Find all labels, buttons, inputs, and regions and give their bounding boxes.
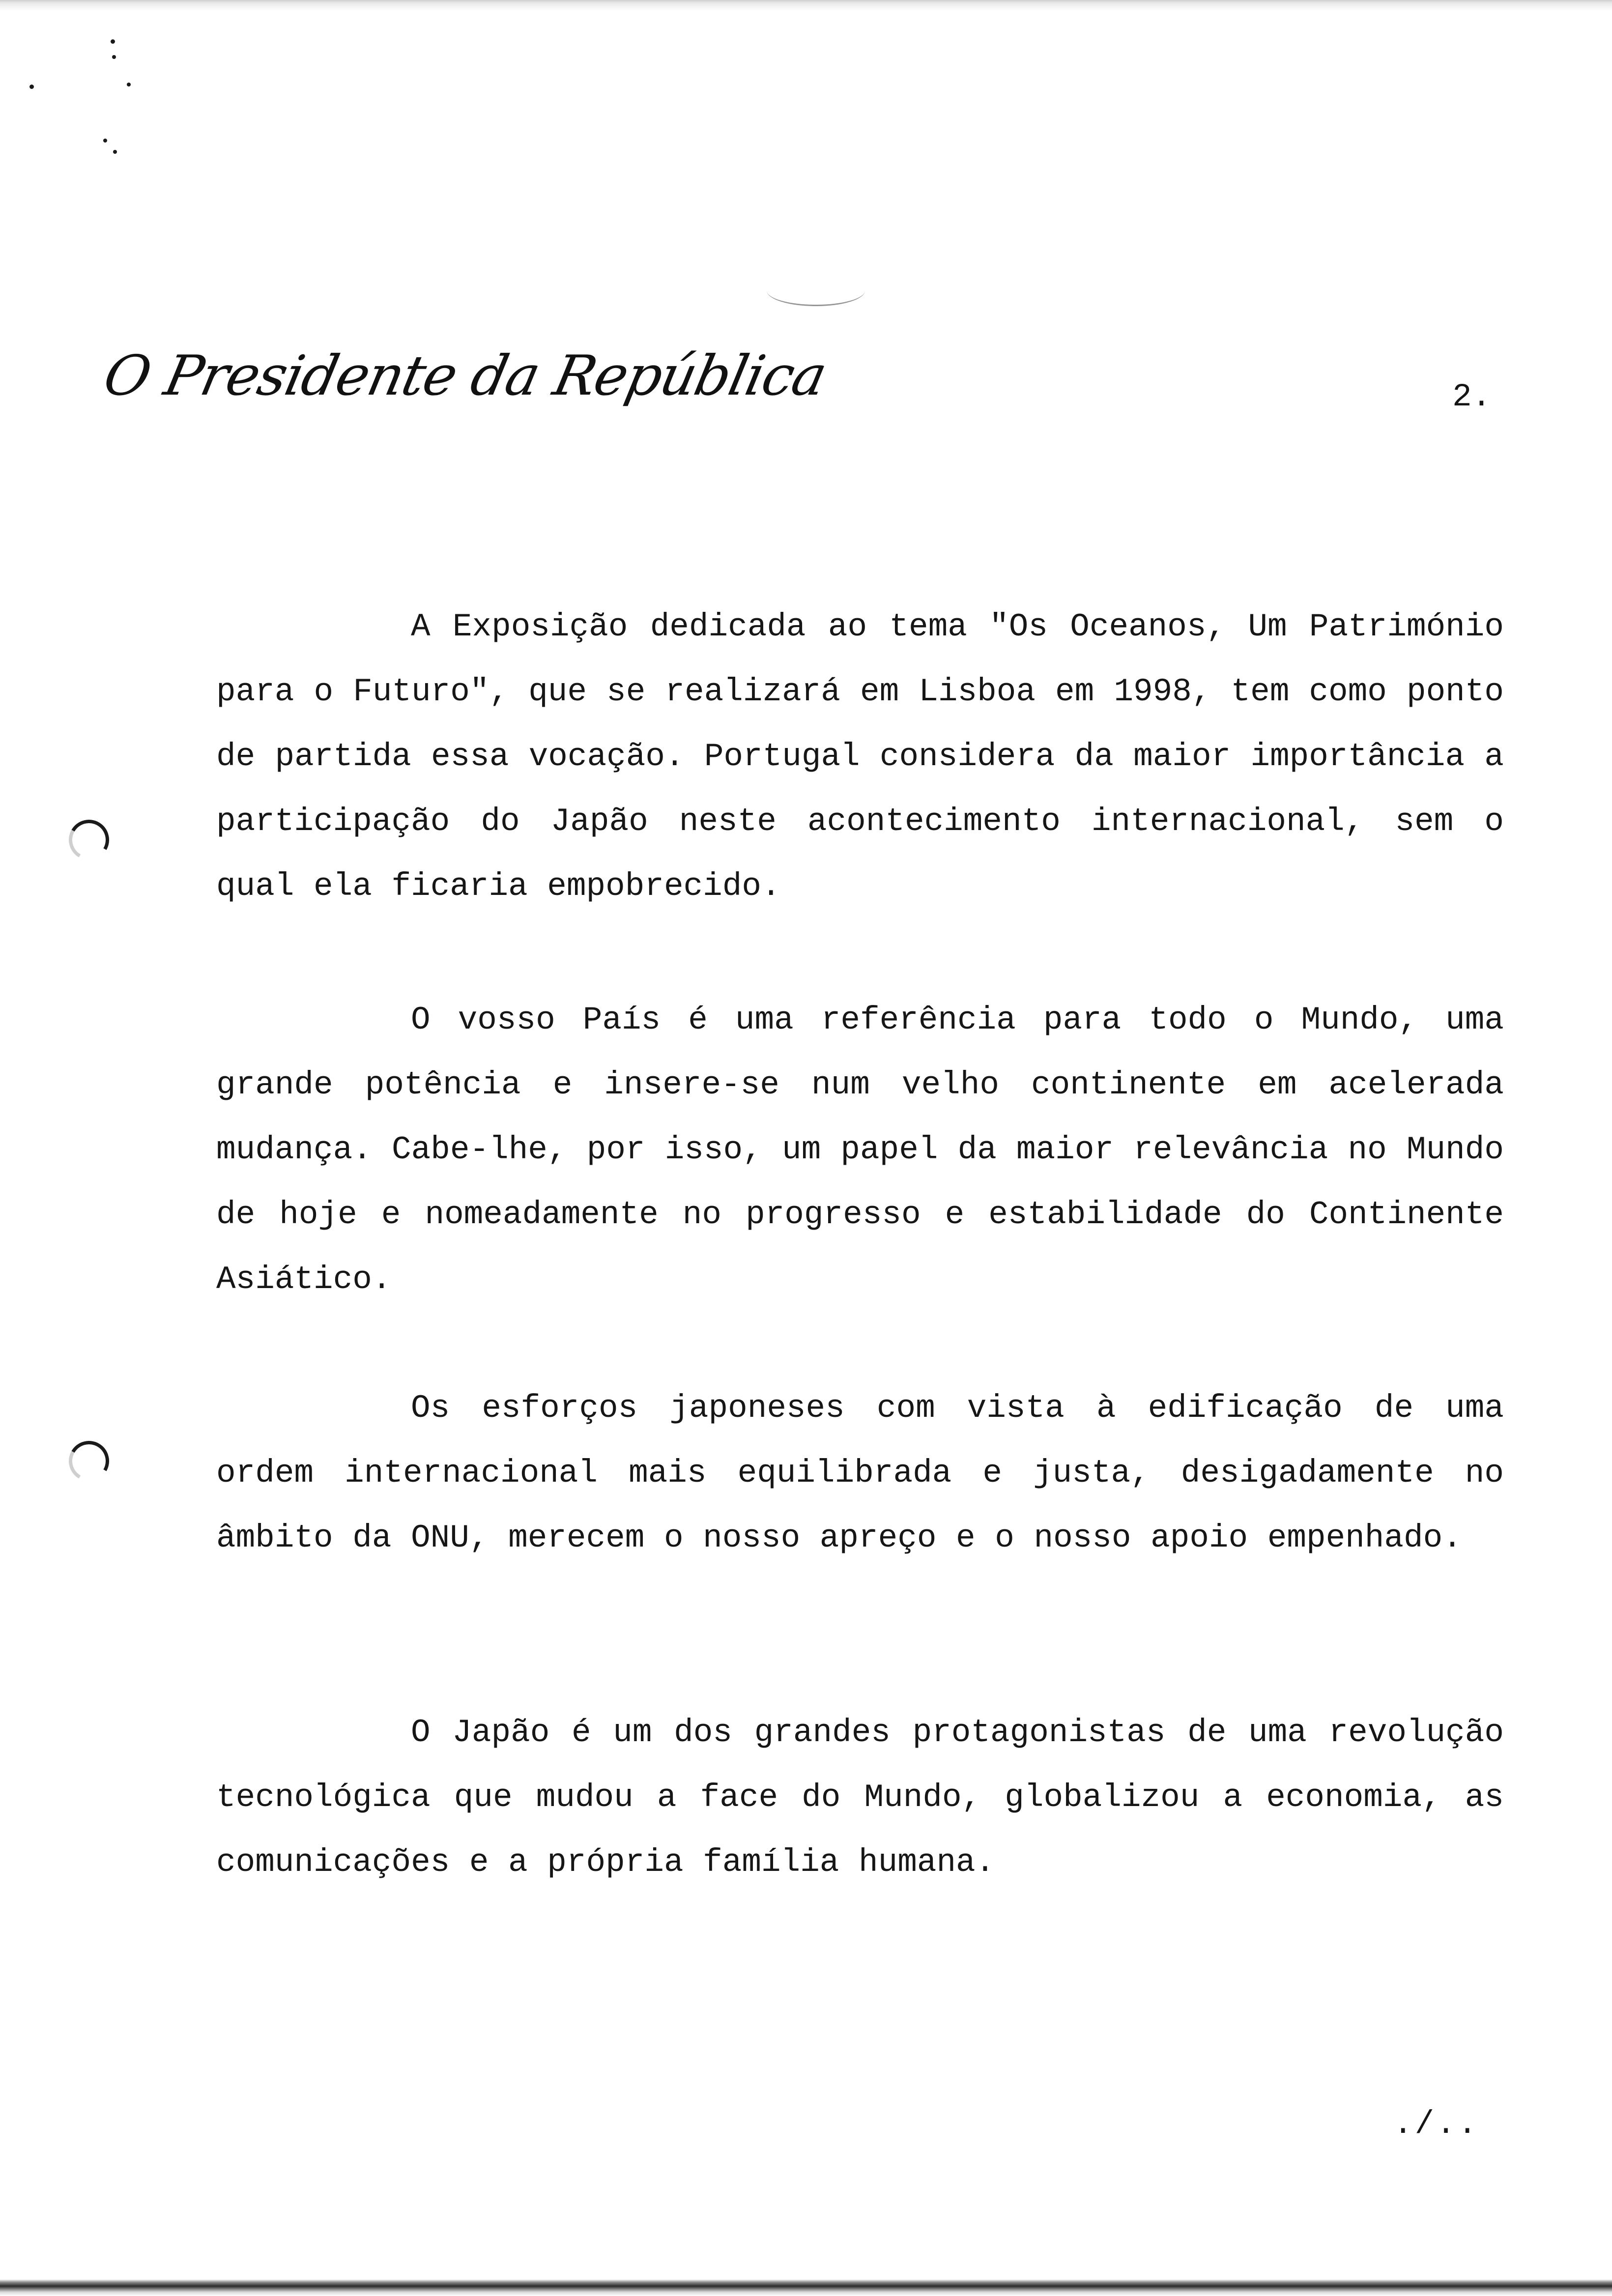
scan-speck [113,150,117,154]
scan-speck [103,139,107,143]
paragraph-3 [216,1376,1504,1571]
punch-hole-lower [64,1436,114,1486]
paragraph-1-text: A Exposição dedicada ao tema "Os Oceanos, Um Património para o Futuro", que se realizará em Lisboa em 1998, tem como ponto de partida essa vocação. Portugal considera da maior importância a participação do Japão neste acontecimento internacional, sem o qual ela ficaria empobrecido. [216,608,1504,905]
scan-speck [29,85,34,89]
scan-top-edge [0,0,1612,11]
letterhead-title: O Presidente da República [98,344,832,408]
paragraph-3-text: Os esforços japoneses com vista à edificação de uma ordem internacional mais equilibrada e justa, desigadamente no âmbito da ONU, merecem o nosso apreço e o nosso apoio empenhado. [216,1390,1504,1556]
paragraph-2 [216,988,1504,1312]
scan-speck [127,83,131,86]
continuation-mark: ./.. [1393,2106,1479,2143]
scan-smudge [767,275,865,306]
paragraph-2-text: O vosso País é uma referência para todo o Mundo, uma grande potência e insere-se num velho continente em acelerada mudança. Cabe-lhe, por isso, um papel da maior relevância no Mundo de hoje e nomeadamente no progresso e estabilidade do Continente Asiático. [216,1002,1504,1298]
punch-hole-upper [64,815,114,864]
paragraph-4-text: O Japão é um dos grandes protagonistas de uma revolução tecnológica que mudou a face do Mundo, globalizou a economia, as comunicações e a própria família humana. [216,1714,1504,1881]
paragraph-1 [216,595,1504,919]
paragraph-4 [216,1700,1504,1895]
scan-speck [111,39,115,44]
scan-bottom-edge [0,2279,1612,2296]
scan-speck [112,55,116,59]
page-number: 2. [1452,378,1492,415]
